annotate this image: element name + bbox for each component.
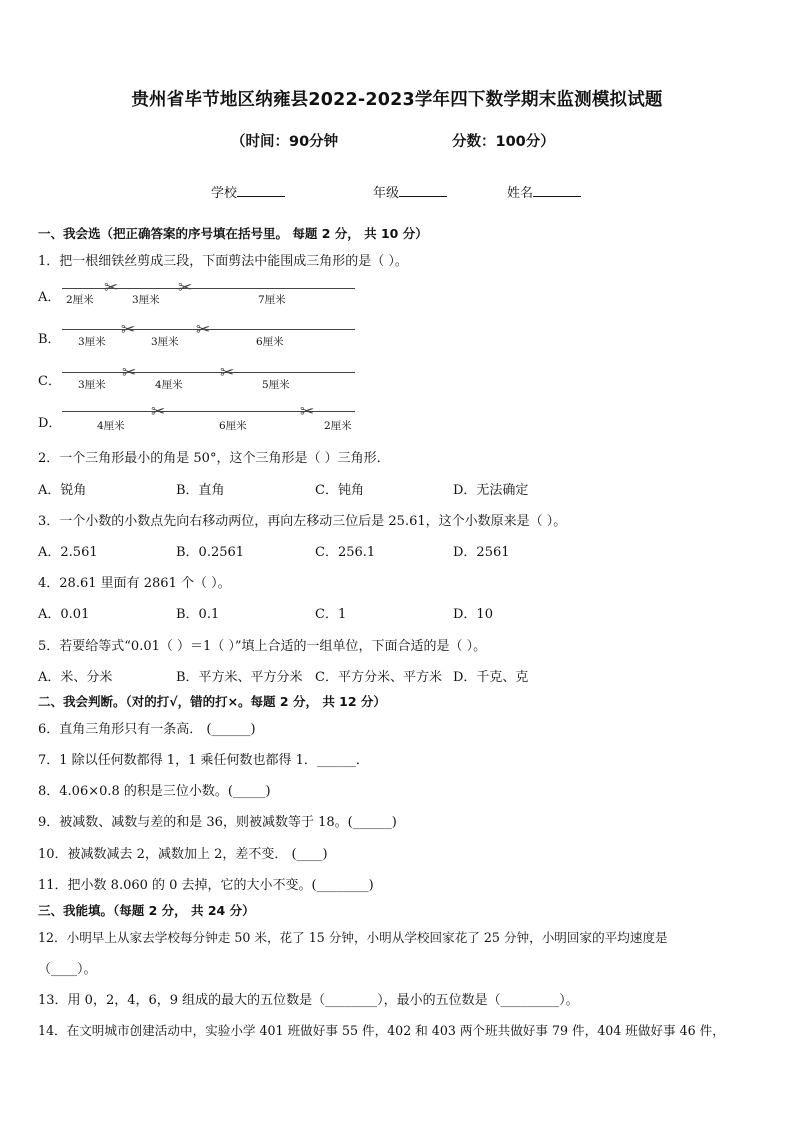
question-12: 12．小明早上从家去学校每分钟走 50 米，花了 15 分钟，小明从学校回家花了 25 分钟，小明回家的平均速度是 [38, 930, 668, 945]
section-1-heading: 一、我会选（把正确答案的序号填在括号里。 每题 2 分， 共 10 分） [38, 226, 428, 241]
q1-d-segment-1: 4厘米 [97, 420, 125, 432]
q3-option-c: C．256.1 [315, 545, 376, 560]
q1-option-c-wire [62, 372, 355, 373]
section-3-heading: 三、我能填。（每题 2 分， 共 24 分） [38, 903, 255, 918]
q1-d-segment-2: 6厘米 [219, 420, 247, 432]
q5-option-c: C．平方分米、平方米 [315, 670, 442, 685]
question-10: 10．被减数减去 2，减数加上 2，差不变． (____) [38, 847, 328, 862]
page-title: 贵州省毕节地区纳雍县2022-2023学年四下数学期末监测模拟试题 [131, 90, 663, 110]
q3-option-d: D．2561 [453, 545, 510, 560]
question-5: 5．若要给等式“0.01（ ）＝1（ ）”填上合适的一组单位，下面合适的是（ ）。 [38, 639, 487, 654]
q2-option-c: C．钝角 [315, 483, 364, 498]
question-1: 1．把一根细铁丝剪成三段，下面剪法中能围成三角形的是（ ）。 [38, 254, 408, 269]
scissors-icon: ✂ [196, 320, 211, 340]
scissors-icon: ✂ [220, 363, 235, 383]
q1-option-c-letter: C． [38, 374, 61, 389]
question-8: 8．4.06×0.8 的积是三位小数。(_____) [38, 784, 271, 799]
q1-option-b-letter: B． [38, 332, 61, 347]
grade-field [373, 182, 447, 201]
q4-option-b: B．0.1 [176, 607, 220, 622]
q1-c-segment-1: 3厘米 [78, 379, 106, 391]
scissors-icon: ✂ [178, 278, 193, 298]
q1-c-segment-3: 5厘米 [262, 379, 290, 391]
q1-b-segment-3: 6厘米 [256, 336, 284, 348]
question-14: 14．在文明城市创建活动中，实验小学 401 班做好事 55 件，402 和 403 两个班共做好事 79 件，404 班做好事 46 件， [38, 1023, 725, 1038]
name-field [507, 182, 581, 201]
q2-option-d: D．无法确定 [453, 483, 529, 498]
question-12-blank: （____）。 [38, 962, 97, 977]
q4-option-c: C．1 [315, 607, 347, 622]
name-label: 姓名 [507, 186, 534, 201]
question-7: 7．1 除以任何数都得 1，1 乘任何数也都得 1．______． [38, 753, 369, 768]
q1-option-d-letter: D． [38, 416, 62, 431]
question-4: 4．28.61 里面有 2861 个（ ）。 [38, 576, 231, 591]
scissors-icon: ✂ [300, 402, 315, 422]
school-field [211, 182, 285, 201]
q5-option-d: D．千克、克 [453, 670, 529, 685]
scissors-icon: ✂ [122, 363, 137, 383]
q5-option-b: B．平方米、平方分米 [176, 670, 303, 685]
q1-a-segment-3: 7厘米 [258, 294, 286, 306]
question-13: 13．用 0，2，4，6，9 组成的最大的五位数是（________），最小的五位数是（_________）。 [38, 993, 579, 1008]
q1-option-a-letter: A． [38, 290, 61, 305]
q1-d-segment-3: 2厘米 [324, 420, 352, 432]
q1-b-segment-1: 3厘米 [78, 336, 106, 348]
question-11: 11．把小数 8.060 的 0 去掉，它的大小不变。(________) [38, 878, 374, 893]
q4-option-a: A．0.01 [38, 607, 90, 622]
section-2-heading: 二、我会判断。（对的打√，错的打×。每题 2 分， 共 12 分） [38, 694, 386, 709]
q1-b-segment-2: 3厘米 [151, 336, 179, 348]
scissors-icon: ✂ [104, 278, 119, 298]
exam-time: （时间：90分钟 [231, 134, 339, 150]
question-3: 3．一个小数的小数点先向右移动两位，再向左移动三位后是 25.61，这个小数原来是（ ）。 [38, 514, 567, 529]
q2-option-b: B．直角 [176, 483, 225, 498]
q1-a-segment-2: 3厘米 [132, 294, 160, 306]
school-blank [237, 184, 285, 197]
question-9: 9．被减数、减数与差的和是 36，则被减数等于 18。(______) [38, 815, 397, 830]
grade-label: 年级 [373, 186, 400, 201]
school-label: 学校 [211, 186, 238, 201]
scissors-icon: ✂ [151, 402, 166, 422]
question-2: 2．一个三角形最小的角是 50°，这个三角形是（ ）三角形． [38, 451, 390, 466]
name-blank [533, 184, 581, 197]
q3-option-a: A．2.561 [38, 545, 98, 560]
q1-a-segment-1: 2厘米 [66, 294, 94, 306]
scissors-icon: ✂ [121, 320, 136, 340]
q3-option-b: B．0.2561 [176, 545, 245, 560]
question-6: 6．直角三角形只有一条高． (______) [38, 722, 256, 737]
grade-blank [399, 184, 447, 197]
q5-option-a: A．米、分米 [38, 670, 113, 685]
q1-c-segment-2: 4厘米 [155, 379, 183, 391]
q2-option-a: A．锐角 [38, 483, 87, 498]
exam-score: 分数：100分） [452, 134, 555, 150]
q4-option-d: D．10 [453, 607, 493, 622]
